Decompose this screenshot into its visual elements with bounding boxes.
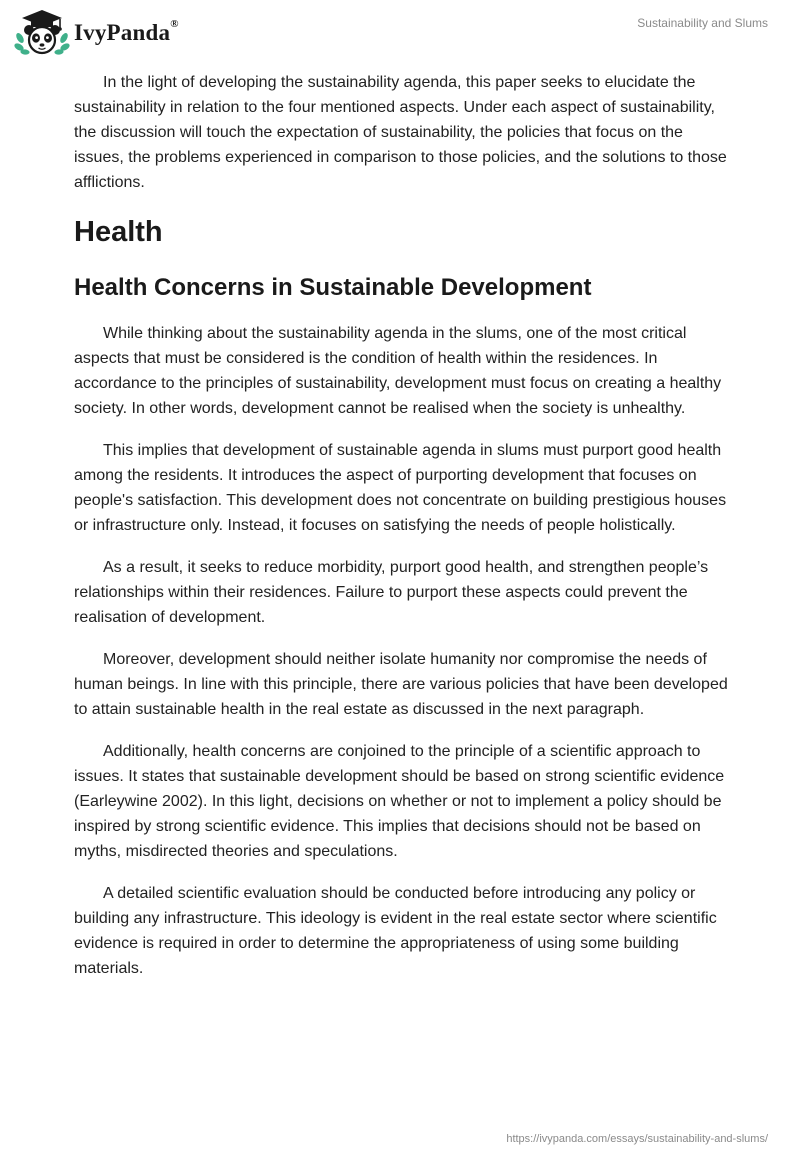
section-heading-health: Health bbox=[74, 216, 163, 248]
ivypanda-logo[interactable] bbox=[14, 8, 179, 56]
registered-mark: ® bbox=[170, 18, 179, 30]
essay-content bbox=[74, 70, 728, 998]
body-paragraph: Moreover, development should neither isolate humanity nor compromise the needs of human beings. In line with this principle, there are various policies that have been developed to attain sustainable health in the real estate as discussed in the next paragraph. bbox=[74, 651, 728, 718]
intro-paragraph: In the light of developing the sustainability agenda, this paper seeks to elucidate the sustainability in relation to the four mentioned aspects. Under each aspect of sustainability, the discussion will touch the expectation of sustainability, the policies that focus on the issues, the problems experienced in comparison to those policies, and the solutions to those afflictions. bbox=[74, 74, 727, 191]
logo-wordmark: IvyPanda® bbox=[74, 18, 179, 45]
body-paragraph: While thinking about the sustainability agenda in the slums, one of the most critical aspects that must be considered is the condition of health within the residences. In accordance to the principles of sustainability, development must focus on creating a healthy society. In other words, development cannot be realised when the society is unhealthy. bbox=[74, 325, 722, 417]
document-title: Sustainability and Slums bbox=[637, 16, 768, 30]
body-paragraph: Additionally, health concerns are conjoined to the principle of a scientific approach to issues. It states that sustainable development should be based on strong scientific evidence (Earleywine 2002). In this light, decisions on whether or not to implement a policy should be inspired by strong scientific evidence. This implies that decisions should not be based on myths, misdirected theories and speculations. bbox=[74, 743, 725, 860]
panda-graduate-icon bbox=[14, 8, 70, 56]
subsection-heading: Health Concerns in Sustainable Development bbox=[74, 274, 592, 301]
source-url[interactable]: https://ivypanda.com/essays/sustainability-and-slums/ bbox=[506, 1133, 768, 1145]
body-paragraph: This implies that development of sustainable agenda in slums must purport good health among the residents. It introduces the aspect of purporting development that focuses on people's satisfaction. This development does not concentrate on building prestigious houses or infrastructure only. Instead, it focuses on satisfying the needs of people holistically. bbox=[74, 442, 727, 534]
body-paragraph: As a result, it seeks to reduce morbidity, purport good health, and strengthen people’s relationships within their residences. Failure to purport these aspects could prevent the realisation of development. bbox=[74, 559, 709, 626]
page-header bbox=[0, 0, 800, 62]
body-paragraph: A detailed scientific evaluation should be conducted before introducing any policy or building any infrastructure. This ideology is evident in the real estate sector where scientific evidence is required in order to determine the appropriateness of using some building materials. bbox=[74, 885, 717, 977]
